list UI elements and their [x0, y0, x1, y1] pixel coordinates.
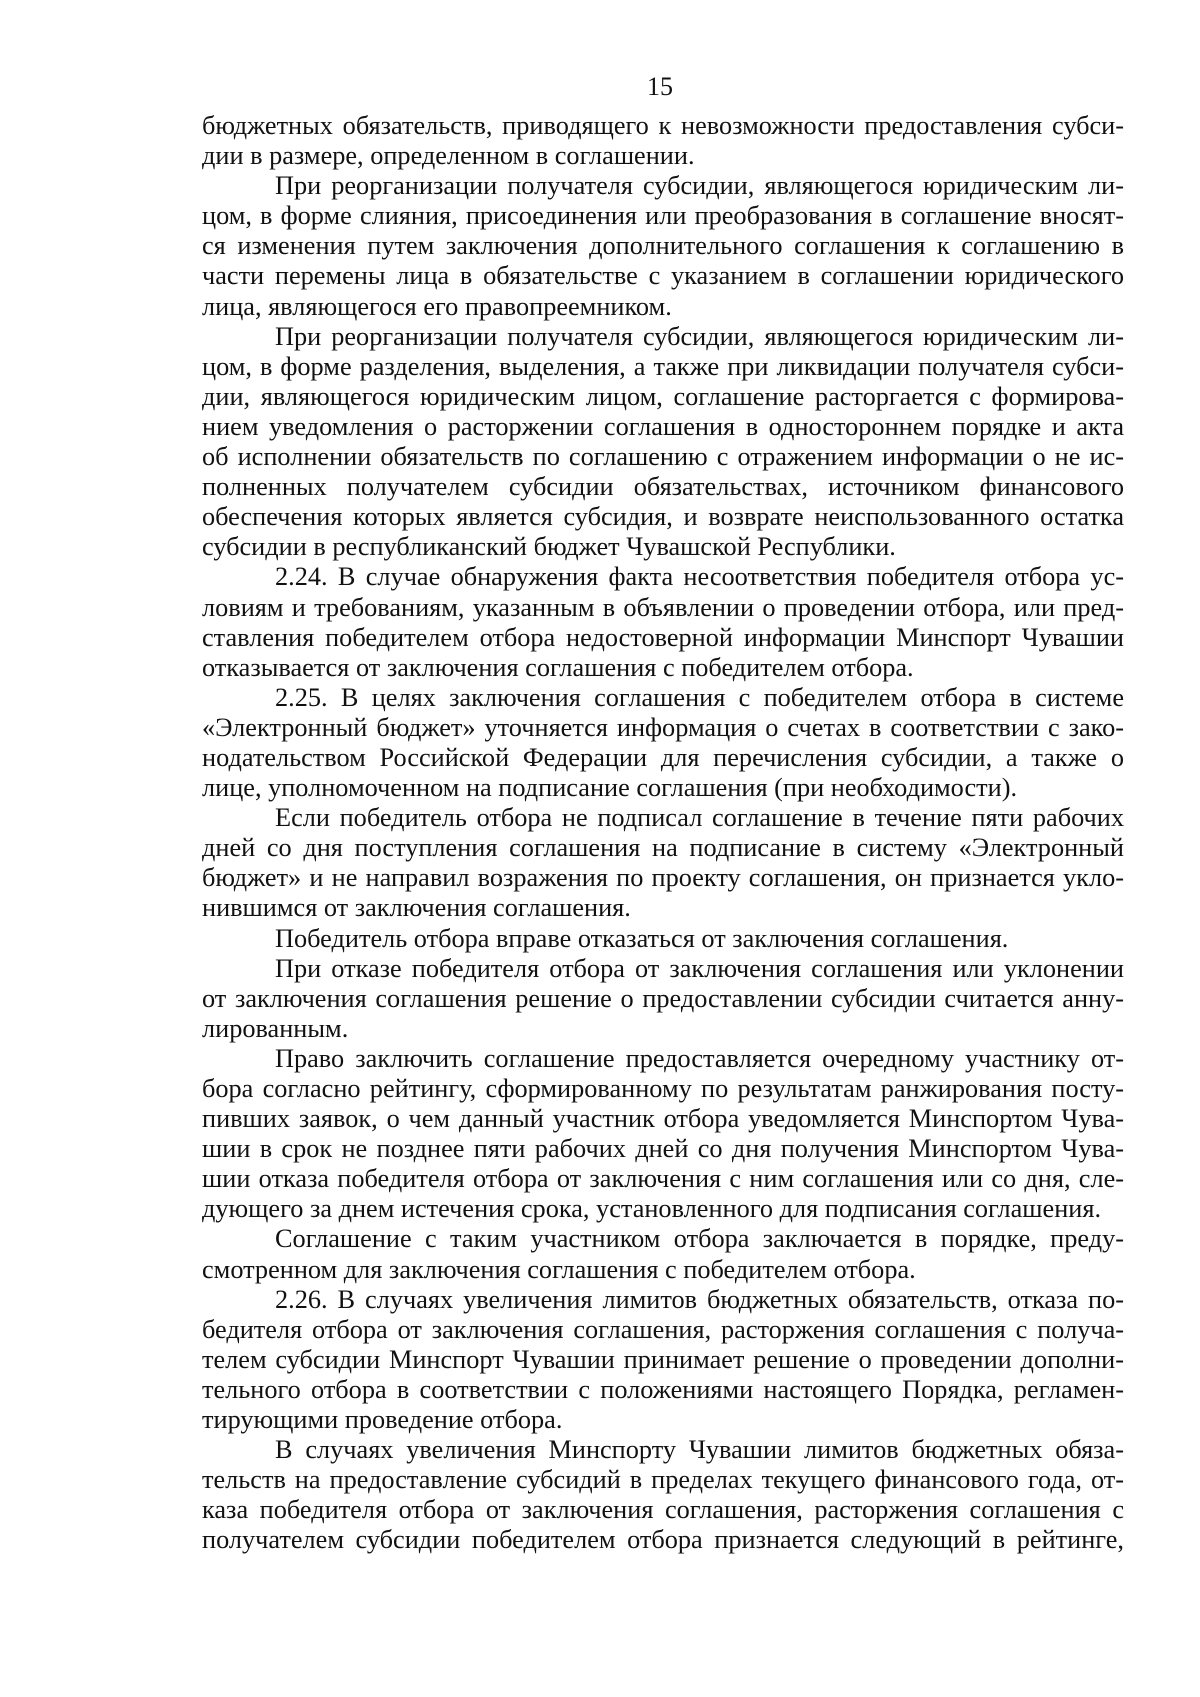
text-line: получателем субсидии победителем отбора признается следующий в рейтинге, [202, 1525, 1124, 1555]
text-line: дующего за днем истечения срока, установленного для подписания соглашения. [202, 1194, 1102, 1224]
paragraph [202, 1044, 1124, 1225]
text-line: дии в размере, определенном в соглашении. [202, 141, 695, 171]
text-line: лица, являющегося его правопреемником. [202, 291, 672, 321]
text-line: об исполнении обязательств по соглашению с отражением информации о не ис- [202, 442, 1124, 472]
text-line: «Электронный бюджет» уточняется информация о счетах в соответствии с зако- [202, 712, 1124, 742]
text-line: пивших заявок, о чем данный участник отбора уведомляется Минспортом Чува- [202, 1104, 1124, 1134]
text-line: субсидии в республиканский бюджет Чувашской Республики. [202, 532, 896, 562]
text-line: цом, в форме слияния, присоединения или преобразования в соглашение вносят- [202, 201, 1124, 231]
text-line: При отказе победителя отбора от заключения соглашения или уклонении [275, 953, 1124, 983]
paragraph [202, 111, 1124, 171]
text-line: лированным. [202, 1013, 349, 1043]
text-line: отказывается от заключения соглашения с победителем отбора. [202, 652, 914, 682]
text-line: тельного отбора в соответствии с положениями настоящего Порядка, регламен- [202, 1374, 1124, 1404]
text-line: смотренном для заключения соглашения с победителем отбора. [202, 1254, 916, 1284]
text-line: тирующими проведение отбора. [202, 1405, 563, 1435]
text-line: бюджетных обязательств, приводящего к невозможности предоставления субси- [202, 111, 1124, 140]
paragraph [202, 683, 1124, 803]
text-line: Соглашение с таким участником отбора заключается в порядке, преду- [275, 1224, 1124, 1254]
paragraph [202, 562, 1124, 682]
text-line: ся изменения путем заключения дополнительного соглашения к соглашению в [202, 231, 1124, 261]
text-line: При реорганизации получателя субсидии, являющегося юридическим ли- [275, 171, 1124, 201]
text-line: При реорганизации получателя субсидии, являющегося юридическим ли- [275, 321, 1124, 351]
text-line: бюджет» и не направил возражения по проекту соглашения, он признается укло- [202, 863, 1124, 893]
text-line: дней со дня поступления соглашения на подписание в систему «Электронный [202, 833, 1124, 863]
paragraph [202, 322, 1124, 563]
text-line: лице, уполномоченном на подписание соглашения (при необходимости). [202, 773, 1018, 803]
text-line: Если победитель отбора не подписал соглашение в течение пяти рабочих [275, 803, 1124, 833]
text-line: нием уведомления о расторжении соглашения в одностороннем порядке и акта [202, 411, 1124, 441]
text-line: 2.25. В целях заключения соглашения с победителем отбора в системе [275, 682, 1124, 712]
page-number: 15 [647, 72, 673, 101]
paragraph [202, 1224, 1124, 1284]
text-line: от заключения соглашения решение о предоставлении субсидии считается анну- [202, 983, 1124, 1013]
paragraph [202, 1435, 1124, 1555]
paragraph [202, 954, 1124, 1044]
text-line: 2.24. В случае обнаружения факта несоответствия победителя отбора ус- [275, 562, 1124, 592]
text-line: Право заключить соглашение предоставляется очередному участнику от- [275, 1043, 1124, 1073]
paragraph [202, 803, 1124, 923]
paragraph [202, 171, 1124, 321]
text-line: ставления победителем отбора недостоверной информации Минспорт Чувашии [202, 622, 1124, 652]
text-line: 2.26. В случаях увеличения лимитов бюджетных обязательств, отказа по- [275, 1284, 1124, 1314]
paragraph [202, 1285, 1124, 1435]
text-line: шии в срок не позднее пяти рабочих дней со дня получения Минспортом Чува- [202, 1134, 1124, 1164]
text-line: тельств на предоставление субсидий в пределах текущего финансового года, от- [202, 1465, 1124, 1495]
text-line: обеспечения которых является субсидия, и возврате неиспользованного остатка [202, 502, 1124, 532]
text-line: цом, в форме разделения, выделения, а также при ликвидации получателя субси- [202, 351, 1124, 381]
text-line: бора согласно рейтингу, сформированному по результатам ранжирования посту- [202, 1074, 1124, 1103]
paragraph [202, 924, 1124, 954]
text-line: нодательством Российской Федерации для перечисления субсидии, а также о [202, 742, 1124, 772]
text-line: каза победителя отбора от заключения соглашения, расторжения соглашения с [202, 1495, 1124, 1525]
text-line: части перемены лица в обязательстве с указанием в соглашении юридического [202, 261, 1124, 291]
text-line: ловиям и требованиям, указанным в объявлении о проведении отбора, или пред- [202, 592, 1124, 622]
text-line: бедителя отбора от заключения соглашения, расторжения соглашения с получа- [202, 1314, 1124, 1344]
text-line: В случаях увеличения Минспорту Чувашии лимитов бюджетных обяза- [275, 1435, 1124, 1465]
text-line: дии, являющегося юридическим лицом, соглашение расторгается с формирова- [202, 381, 1124, 411]
text-line: телем субсидии Минспорт Чувашии принимает решение о проведении дополни- [202, 1344, 1124, 1374]
text-line: шии отказа победителя отбора от заключения с ним соглашения или со дня, сле- [202, 1164, 1124, 1194]
text-line: полненных получателем субсидии обязательствах, источником финансового [202, 472, 1124, 502]
text-line: Победитель отбора вправе отказаться от заключения соглашения. [275, 923, 1009, 953]
document-body [202, 111, 1124, 1556]
text-line: нившимся от заключения соглашения. [202, 893, 631, 923]
